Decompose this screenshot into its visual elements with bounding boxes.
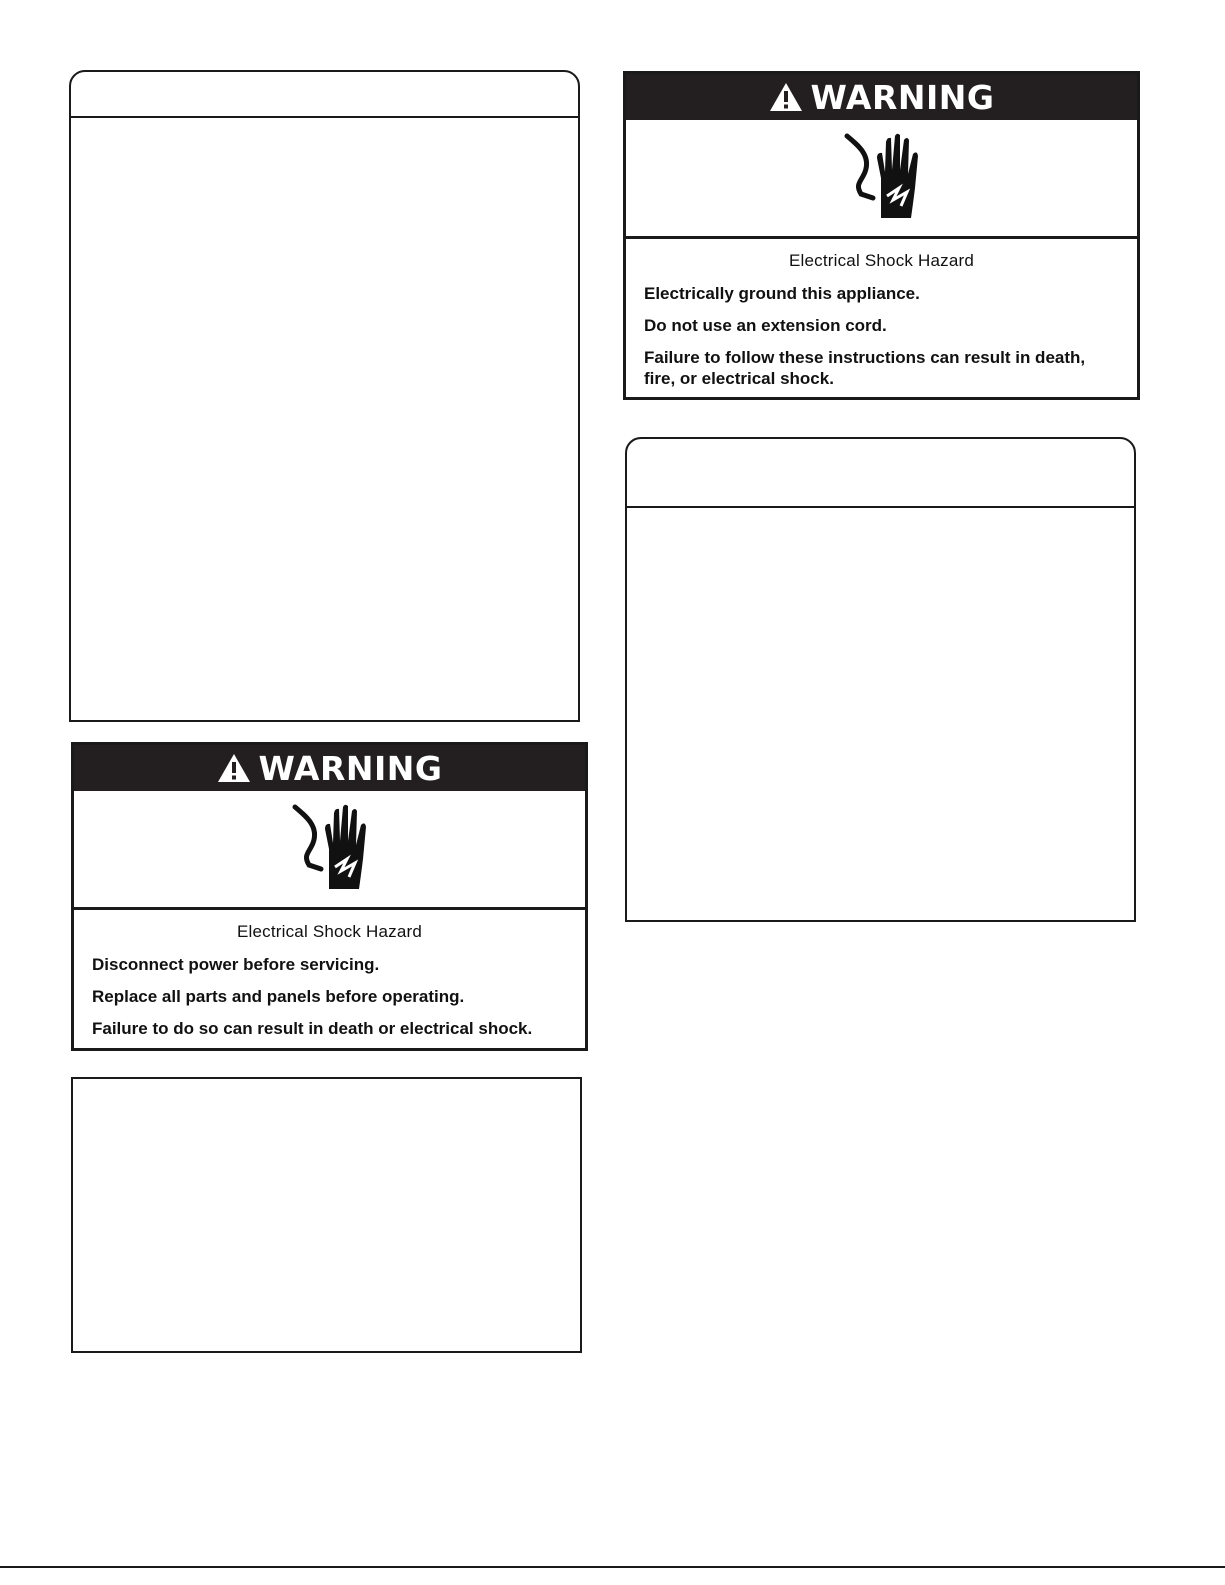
hazard-title: Electrical Shock Hazard xyxy=(236,922,423,941)
warning-line-3: Failure to follow these instructions can result in death, fire, or electrical shock. xyxy=(644,348,1086,388)
warning-header-label: WARNING xyxy=(258,748,443,788)
warning-line-1: Electrically ground this appliance. xyxy=(644,284,920,303)
panel-divider xyxy=(627,506,1134,508)
warning-header-label: WARNING xyxy=(810,77,995,117)
warning-body xyxy=(74,910,585,1039)
warning-triangle-icon xyxy=(217,753,251,783)
warning-line-2: Do not use an extension cord. xyxy=(644,316,887,335)
warning-body xyxy=(626,239,1137,389)
warning-icon-area xyxy=(626,120,1137,239)
warning-box-disconnect-power xyxy=(71,742,588,1051)
page-footer-rule xyxy=(0,1566,1225,1568)
hazard-title: Electrical Shock Hazard xyxy=(788,251,975,270)
warning-box-ground-appliance xyxy=(623,71,1140,400)
warning-header xyxy=(74,745,585,791)
electrical-shock-hand-icon xyxy=(285,803,375,895)
warning-line-3: Failure to do so can result in death or electrical shock. xyxy=(92,1019,533,1038)
empty-panel-bottom-left xyxy=(71,1077,582,1353)
empty-tabbed-panel-right xyxy=(625,437,1136,922)
panel-divider xyxy=(71,116,578,118)
warning-header xyxy=(626,74,1137,120)
warning-line-1: Disconnect power before servicing. xyxy=(92,955,380,974)
electrical-shock-hand-icon xyxy=(837,132,927,224)
warning-line-2: Replace all parts and panels before operating. xyxy=(92,987,465,1006)
warning-triangle-icon xyxy=(769,82,803,112)
empty-tabbed-panel-top-left xyxy=(69,70,580,722)
warning-icon-area xyxy=(74,791,585,910)
